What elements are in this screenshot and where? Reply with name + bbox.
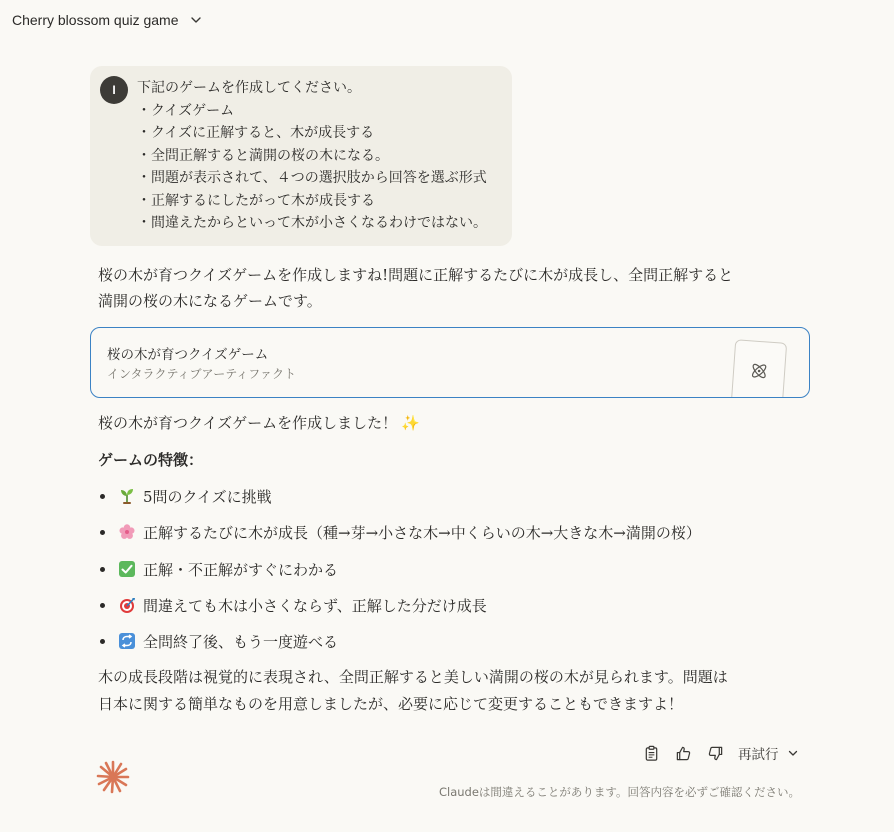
assistant-intro-line: 桜の木が育つクイズゲームを作成しますね!問題に正解するたびに木が成長し、全問正解すると: [98, 266, 734, 284]
list-item: [100, 485, 272, 507]
retry-button[interactable]: [738, 743, 799, 763]
bullet-dot: [100, 494, 105, 499]
artifact-subtitle: インタラクティブアーティファクト: [107, 367, 297, 381]
assistant-intro-line: 満開の桜の木になるゲームです。: [98, 292, 322, 310]
direct-hit-icon: [118, 596, 136, 614]
conversation-title: Cherry blossom quiz game: [12, 12, 179, 28]
artifact-title: 桜の木が育つクイズゲーム: [107, 347, 269, 363]
retry-label: 再試行: [738, 747, 779, 763]
user-message-text: [137, 77, 507, 235]
user-message-line: ・クイズゲーム: [137, 102, 235, 119]
disclaimer-text: Claudeは間違えることがあります。回答内容を必ずご確認ください。: [438, 785, 800, 799]
feature-text: 間違えても木は小さくならず、正解した分だけ成長: [143, 596, 487, 615]
chevron-down-icon: [189, 13, 203, 27]
thumbs-down-button[interactable]: [702, 740, 728, 766]
user-avatar: I: [100, 76, 128, 104]
check-mark-icon: [118, 560, 136, 578]
assistant-closing: [98, 664, 788, 718]
created-message: [98, 412, 798, 433]
closing-line: 木の成長段階は視覚的に表現され、全問正解すると美しい満開の桜の木が見られます。問題は: [98, 668, 728, 686]
clipboard-icon: [643, 745, 660, 762]
cherry-blossom-icon: [118, 523, 136, 541]
bullet-dot: [100, 567, 105, 572]
user-message-line: 下記のゲームを作成してください。: [137, 80, 361, 96]
list-item: [100, 630, 338, 652]
features-heading: ゲームの特徴：: [98, 451, 204, 469]
artifact-thumbnail: [731, 339, 787, 398]
bullet-dot: [100, 639, 105, 644]
thumbs-up-icon: [675, 745, 692, 762]
closing-line: 日本に関する簡単なものを用意しましたが、必要に応じて変更することもできますよ！: [98, 695, 684, 713]
created-text: 桜の木が育つクイズゲームを作成しました！: [98, 414, 398, 432]
feature-text: 正解するたびに木が成長（種→芽→小さな木→中くらいの木→大きな木→満開の桜）: [143, 523, 701, 542]
user-message-line: ・全問正解すると満開の桜の木になる。: [137, 147, 389, 164]
assistant-intro: [98, 262, 788, 314]
bullet-dot: [100, 530, 105, 535]
thumbs-down-icon: [707, 745, 724, 762]
list-item: [100, 558, 338, 580]
user-message: [90, 66, 512, 246]
claude-logo-icon: [96, 760, 130, 794]
user-message-line: ・間違えたからといって木が小さくなるわけではない。: [137, 215, 487, 231]
chevron-down-icon: [787, 747, 799, 759]
sparkles-icon: ✨: [401, 414, 420, 432]
seedling-icon: [118, 487, 136, 505]
message-actions: [638, 740, 799, 766]
feature-text: 5問のクイズに挑戦: [143, 487, 272, 506]
artifact-card[interactable]: [90, 327, 810, 398]
feature-text: 正解・不正解がすぐにわかる: [143, 560, 339, 579]
atom-icon: [747, 359, 770, 382]
feature-text: 全問終了後、もう一度遊べる: [143, 632, 339, 651]
list-item: [100, 521, 701, 543]
user-message-line: ・クイズに正解すると、木が成長する: [137, 125, 375, 141]
thumbs-up-button[interactable]: [670, 740, 696, 766]
top-bar: [0, 0, 894, 40]
user-message-line: ・問題が表示されて、４つの選択肢から回答を選ぶ形式: [137, 170, 487, 186]
copy-button[interactable]: [638, 740, 664, 766]
user-message-line: ・正解するにしたがって木が成長する: [137, 192, 375, 209]
list-item: [100, 594, 487, 616]
conversation-title-dropdown[interactable]: [6, 6, 209, 34]
bullet-dot: [100, 603, 105, 608]
repeat-icon: [118, 632, 136, 650]
